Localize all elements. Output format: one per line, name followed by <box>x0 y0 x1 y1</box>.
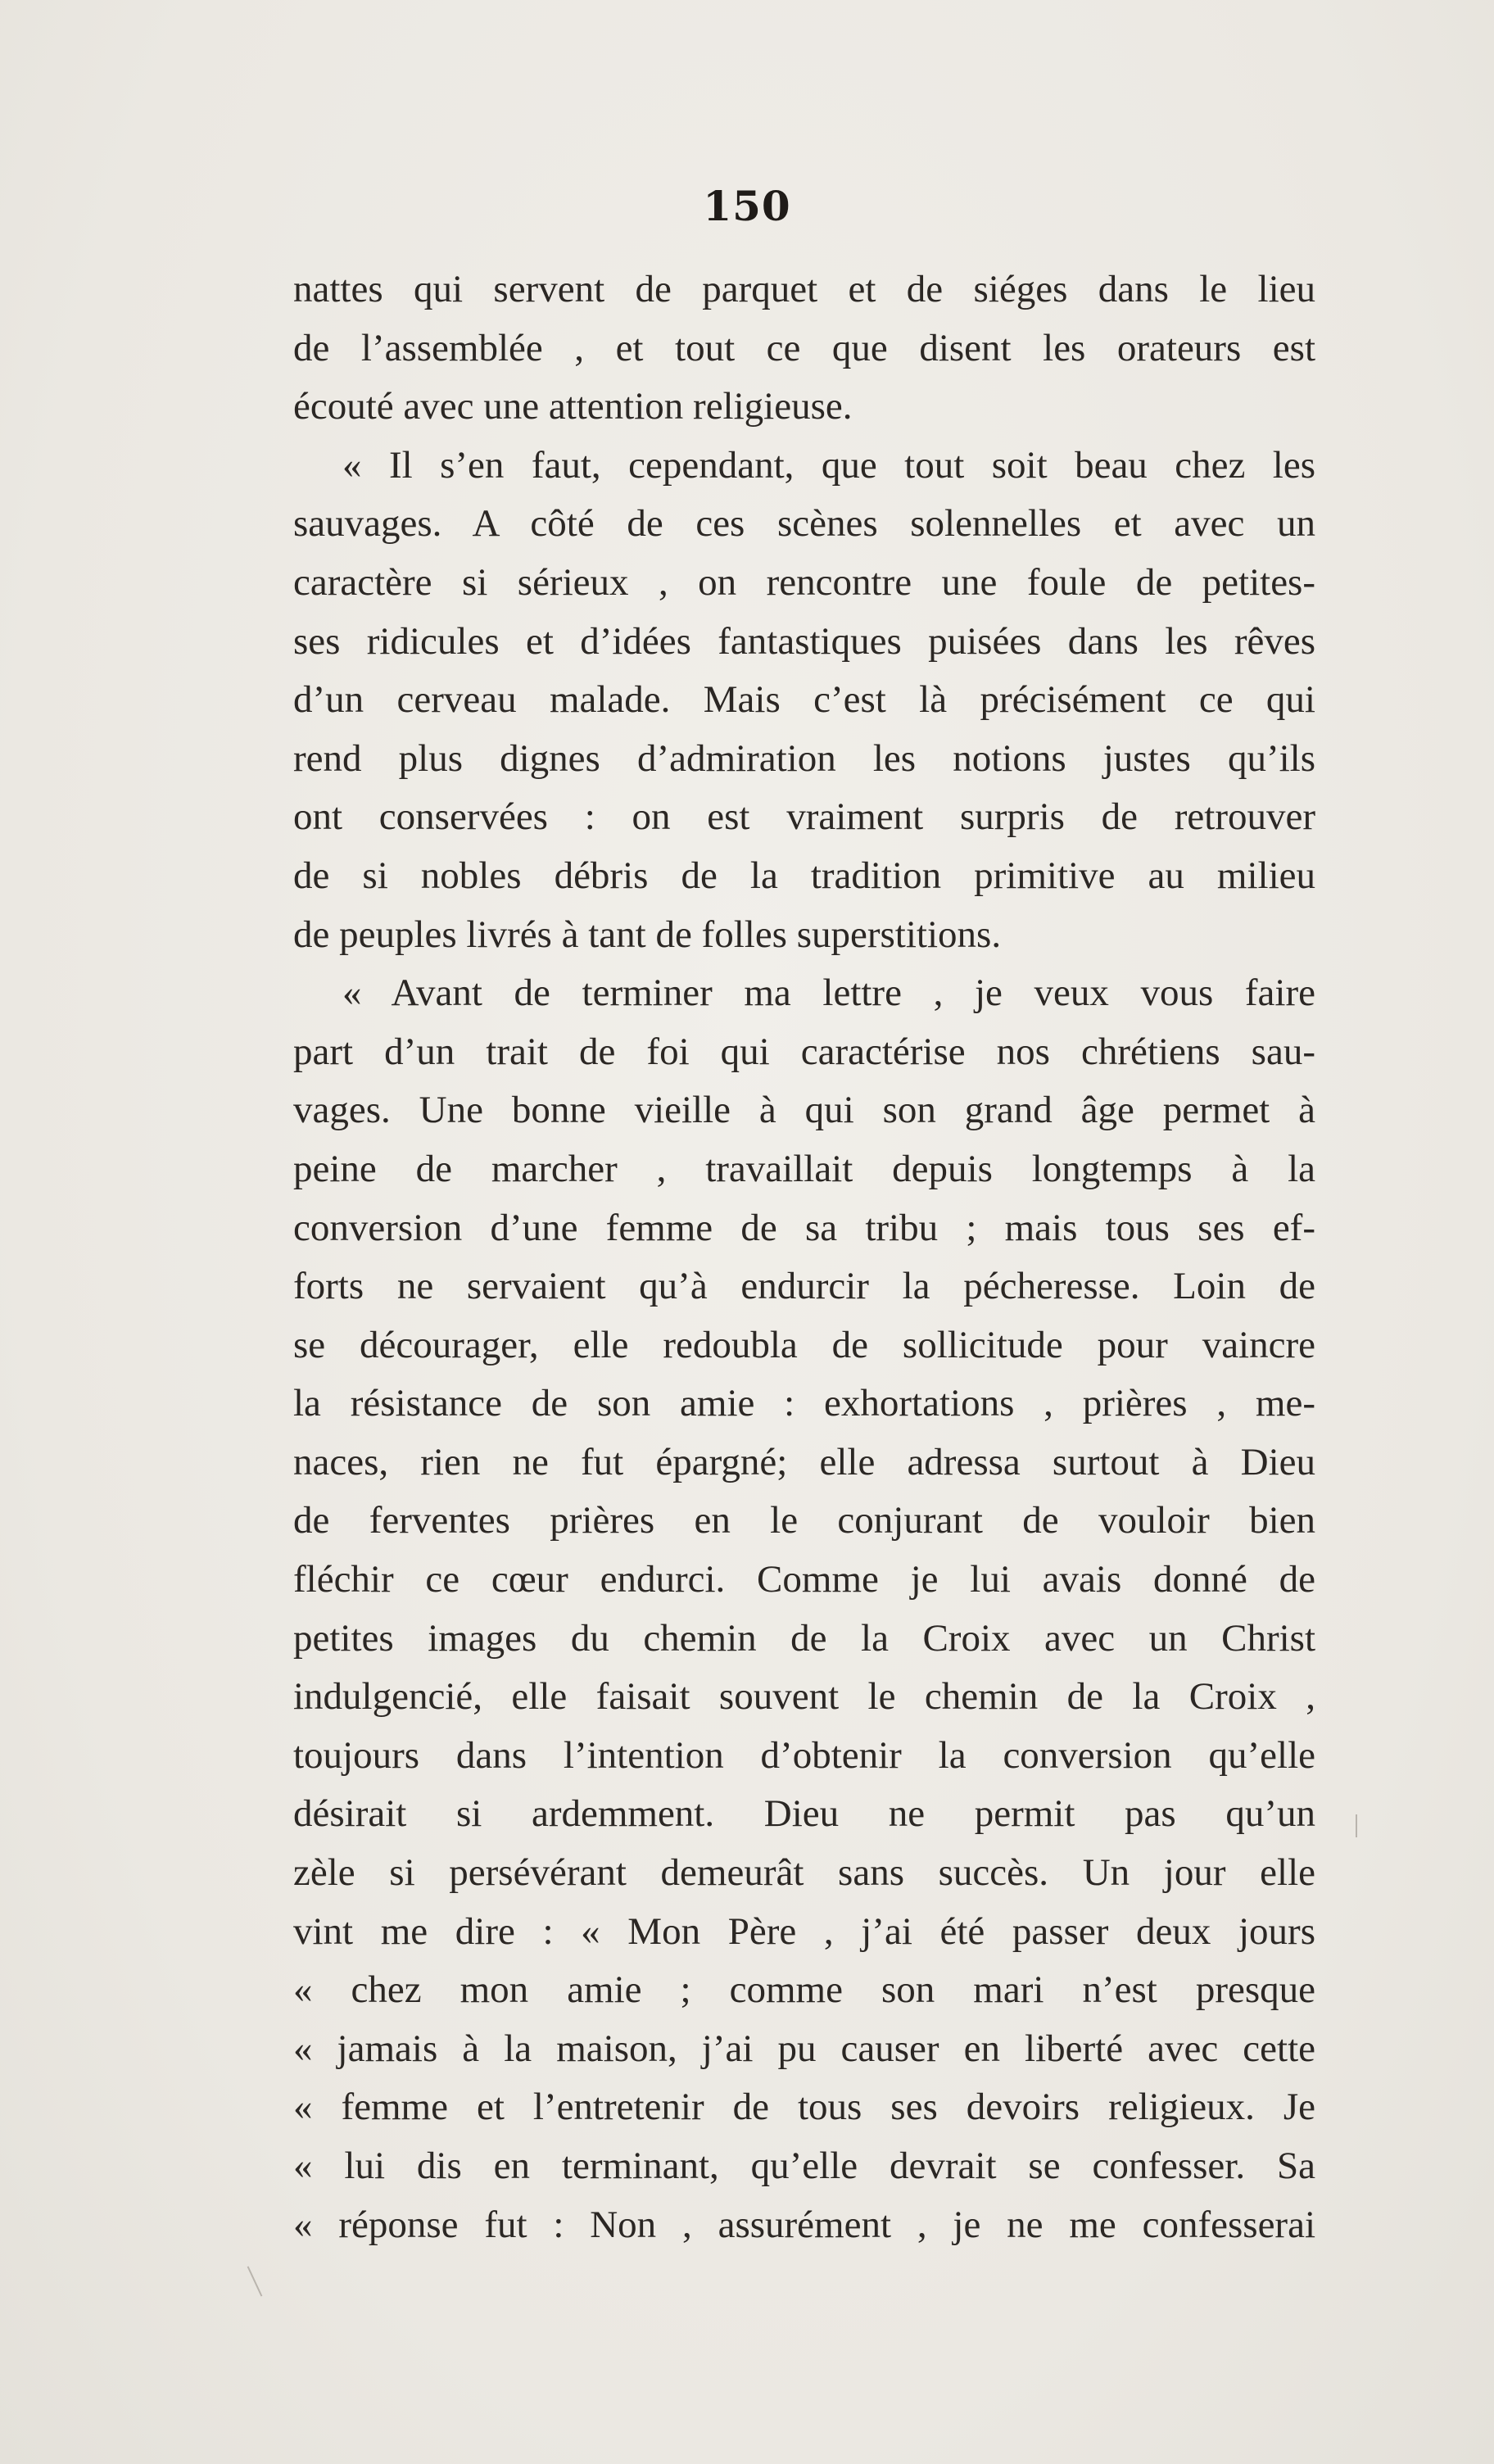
text-line: zèle si persévérant demeurât sans succès. Un jour elle <box>293 1851 1315 1895</box>
text-line: peine de marcher , travaillait depuis longtemps à la <box>293 1147 1315 1190</box>
text-line: de ferventes prières en le conjurant de vouloir bien <box>293 1499 1315 1542</box>
text-line: conversion d’une femme de sa tribu ; mais tous ses ef- <box>293 1206 1315 1249</box>
body-text <box>293 260 1315 2254</box>
margin-mark <box>1356 1814 1357 1837</box>
text-line: « chez mon amie ; comme son mari n’est presque <box>293 1968 1315 2012</box>
text-line: écouté avec une attention religieuse. <box>293 385 853 428</box>
text-line: vint me dire : « Mon Père , j’ai été passer deux jours <box>293 1909 1315 1953</box>
text-line: la résistance de son amie : exhortations , prières , me- <box>293 1382 1315 1425</box>
text-line: « jamais à la maison, j’ai pu causer en liberté avec cette <box>293 2027 1315 2070</box>
text-line: fléchir ce cœur endurci. Comme je lui avais donné de <box>293 1558 1315 1601</box>
text-line: « Il s’en faut, cependant, que tout soit beau chez les <box>342 443 1315 487</box>
page-number: 150 <box>703 182 791 230</box>
text-line: désirait si ardemment. Dieu ne permit pas qu’un <box>293 1792 1315 1836</box>
text-line: toujours dans l’intention d’obtenir la conversion qu’elle <box>293 1733 1315 1777</box>
text-line: se décourager, elle redoubla de sollicitude pour vaincre <box>293 1323 1315 1366</box>
text-line: sauvages. A côté de ces scènes solennelles et avec un <box>293 502 1315 546</box>
text-line: de peuples livrés à tant de folles superstitions. <box>293 913 1002 956</box>
text-line: de l’assemblée , et tout ce que disent les orateurs est <box>293 326 1315 369</box>
text-line: part d’un trait de foi qui caractérise nos chrétiens sau- <box>293 1030 1315 1073</box>
text-line: petites images du chemin de la Croix avec un Christ <box>293 1616 1315 1660</box>
text-line: « Avant de terminer ma lettre , je veux vous faire <box>342 972 1315 1015</box>
text-line: de si nobles débris de la tradition primitive au milieu <box>293 854 1315 897</box>
text-line: nattes qui servent de parquet et de siéges dans le lieu <box>293 268 1315 310</box>
text-line: d’un cerveau malade. Mais c’est là précisément ce qui <box>293 678 1315 722</box>
text-line: caractère si sérieux , on rencontre une foule de petites- <box>293 560 1315 604</box>
text-line: forts ne servaient qu’à endurcir la pécheresse. Loin de <box>293 1265 1315 1308</box>
text-line: ont conservées : on est vraiment surpris de retrouver <box>293 795 1315 839</box>
text-line: « femme et l’entretenir de tous ses devoirs religieux. Je <box>293 2086 1315 2129</box>
text-line: rend plus dignes d’admiration les notions justes qu’ils <box>293 736 1315 780</box>
text-line: ses ridicules et d’idées fantastiques puisées dans les rêves <box>293 619 1315 663</box>
text-line: « lui dis en terminant, qu’elle devrait se confesser. Sa <box>293 2145 1315 2187</box>
text-line: indulgencié, elle faisait souvent le chemin de la Croix , <box>293 1675 1315 1719</box>
text-line: naces, rien ne fut épargné; elle adressa surtout à Dieu <box>293 1440 1315 1483</box>
text-line: vages. Une bonne vieille à qui son grand âge permet à <box>293 1089 1315 1132</box>
text-line: « réponse fut : Non , assurément , je ne me confesserai <box>293 2203 1315 2246</box>
margin-mark <box>247 2266 263 2296</box>
